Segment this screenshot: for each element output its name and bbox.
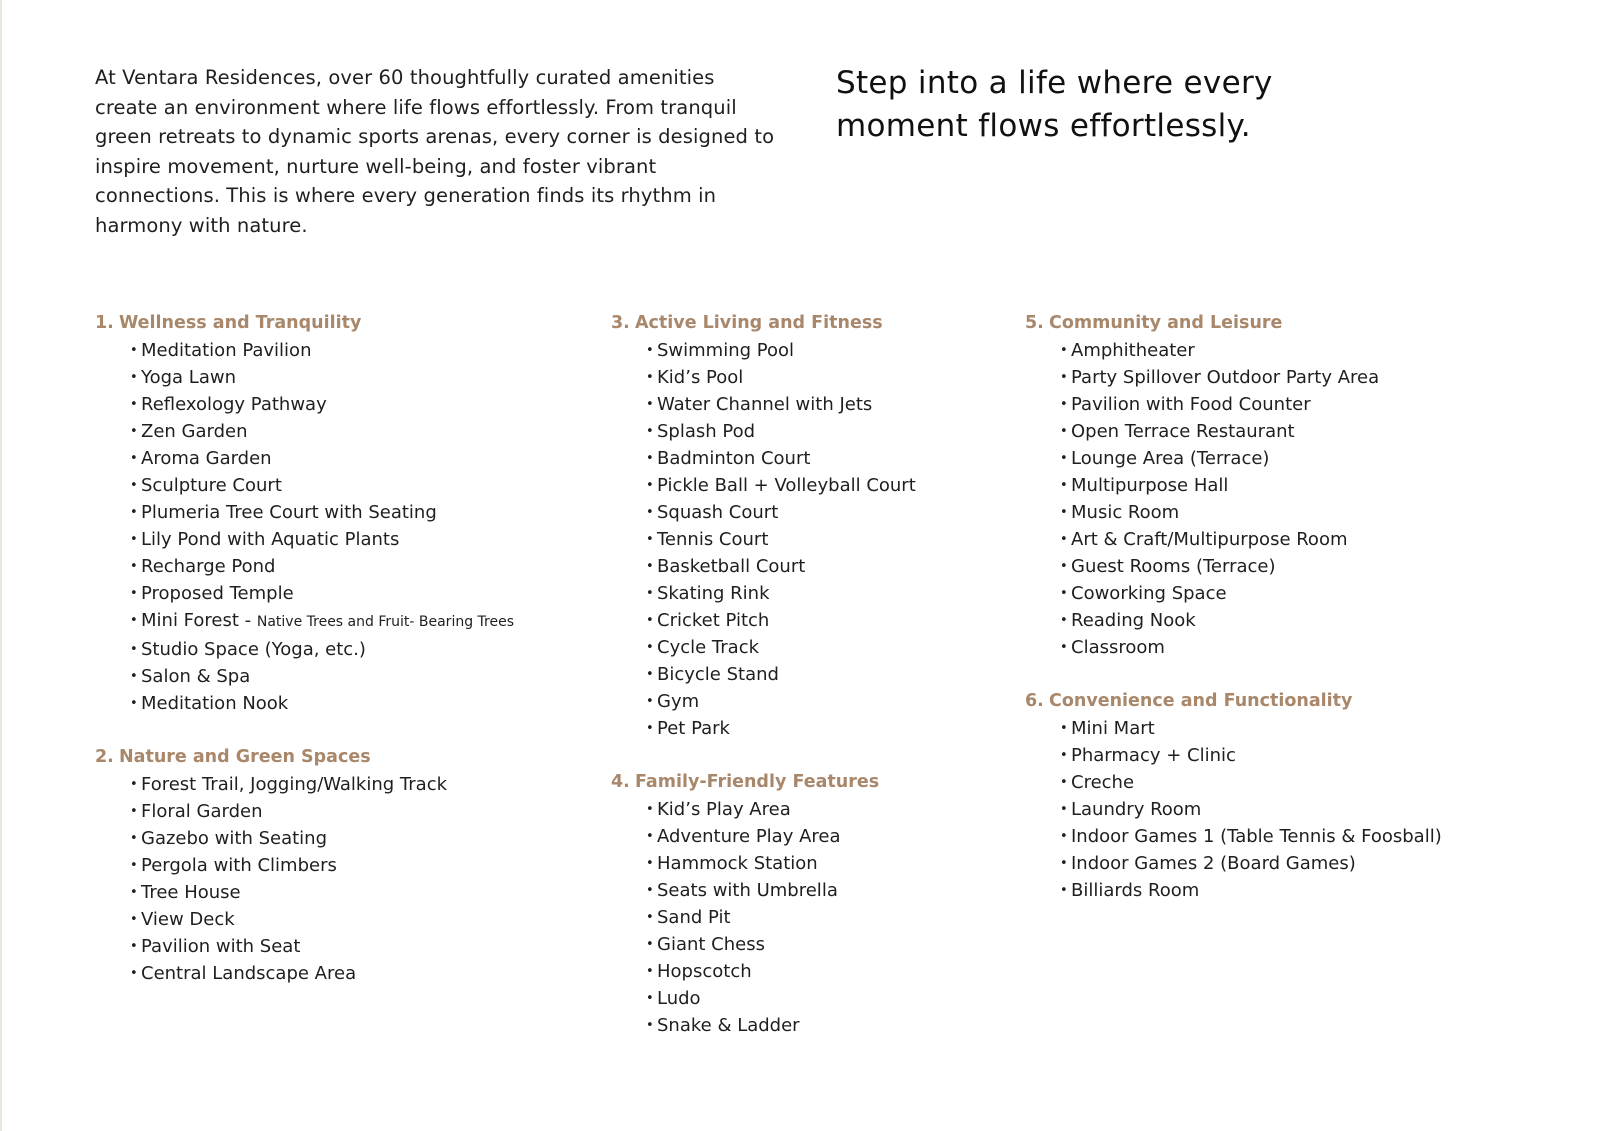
list-item: • Squash Court bbox=[646, 499, 1091, 526]
list-item: • Lily Pond with Aquatic Plants bbox=[130, 526, 575, 553]
amenity-list bbox=[95, 337, 575, 717]
page-edge bbox=[0, 0, 2, 1131]
list-item: • Plumeria Tree Court with Seating bbox=[130, 499, 575, 526]
list-item: • Guest Rooms (Terrace) bbox=[1060, 553, 1505, 580]
list-item: • Meditation Pavilion bbox=[130, 337, 575, 364]
list-item: • Amphitheater bbox=[1060, 337, 1505, 364]
list-item: • Seats with Umbrella bbox=[646, 877, 1091, 904]
list-item: • Lounge Area (Terrace) bbox=[1060, 445, 1505, 472]
list-item: • Water Channel with Jets bbox=[646, 391, 1091, 418]
list-item: • Badminton Court bbox=[646, 445, 1091, 472]
list-item: • Ludo bbox=[646, 985, 1091, 1012]
list-item: • Splash Pod bbox=[646, 418, 1091, 445]
list-item: • Snake & Ladder bbox=[646, 1012, 1091, 1039]
amenity-list bbox=[611, 796, 1091, 1039]
list-item: • Coworking Space bbox=[1060, 580, 1505, 607]
list-item: • Indoor Games 1 (Table Tennis & Foosball) bbox=[1060, 823, 1505, 850]
amenities-column-1 bbox=[95, 310, 575, 1014]
amenities-column-2 bbox=[611, 310, 1091, 1066]
section-heading bbox=[1025, 688, 1505, 715]
list-item: • Laundry Room bbox=[1060, 796, 1505, 823]
tagline-heading: Step into a life where every moment flows effortlessly. bbox=[836, 65, 1273, 144]
list-item: • Kid’s Pool bbox=[646, 364, 1091, 391]
list-item: • Zen Garden bbox=[130, 418, 575, 445]
section-wellness bbox=[95, 310, 575, 717]
list-item: • Music Room bbox=[1060, 499, 1505, 526]
item-label: Mini Forest - bbox=[141, 610, 252, 631]
section-number: 3. bbox=[611, 313, 630, 333]
list-item: • Meditation Nook bbox=[130, 690, 575, 717]
list-item: • Salon & Spa bbox=[130, 663, 575, 690]
list-item: • Hopscotch bbox=[646, 958, 1091, 985]
amenities-column-3 bbox=[1025, 310, 1505, 931]
list-item: • Pharmacy + Clinic bbox=[1060, 742, 1505, 769]
list-item: • Creche bbox=[1060, 769, 1505, 796]
list-item: • Floral Garden bbox=[130, 798, 575, 825]
section-number: 6. bbox=[1025, 691, 1044, 711]
list-item: • Mini Mart bbox=[1060, 715, 1505, 742]
list-item: • Reading Nook bbox=[1060, 607, 1505, 634]
list-item: • Aroma Garden bbox=[130, 445, 575, 472]
list-item: • Billiards Room bbox=[1060, 877, 1505, 904]
section-nature bbox=[95, 744, 575, 987]
section-title: Nature and Green Spaces bbox=[119, 747, 371, 767]
section-convenience bbox=[1025, 688, 1505, 904]
list-item: • Art & Craft/Multipurpose Room bbox=[1060, 526, 1505, 553]
section-number: 1. bbox=[95, 313, 114, 333]
list-item: • Sculpture Court bbox=[130, 472, 575, 499]
list-item: • Reflexology Pathway bbox=[130, 391, 575, 418]
item-note: Native Trees and Fruit- Bearing Trees bbox=[256, 614, 514, 630]
section-heading bbox=[95, 744, 575, 771]
list-item: • Multipurpose Hall bbox=[1060, 472, 1505, 499]
list-item: • Forest Trail, Jogging/Walking Track bbox=[130, 771, 575, 798]
section-active-living bbox=[611, 310, 1091, 742]
list-item: • Skating Rink bbox=[646, 580, 1091, 607]
list-item: • Basketball Court bbox=[646, 553, 1091, 580]
intro-paragraph: At Ventara Residences, over 60 thoughtfully curated amenities create an environment where life flows effortlessly. From tranquil green retreats to dynamic sports arenas, every corner is designed to inspire movement, nurture well-being, and foster vibrant connections. This is where every generation finds its rhythm in harmony with nature. bbox=[95, 66, 775, 237]
section-heading bbox=[611, 769, 1091, 796]
list-item: • Cricket Pitch bbox=[646, 607, 1091, 634]
section-heading bbox=[611, 310, 1091, 337]
amenity-list bbox=[1025, 337, 1505, 661]
list-item: • Swimming Pool bbox=[646, 337, 1091, 364]
amenity-list bbox=[95, 771, 575, 987]
section-title: Family-Friendly Features bbox=[635, 772, 880, 792]
list-item: • Pickle Ball + Volleyball Court bbox=[646, 472, 1091, 499]
list-item: • Proposed Temple bbox=[130, 580, 575, 607]
list-item: • Recharge Pond bbox=[130, 553, 575, 580]
section-heading bbox=[95, 310, 575, 337]
list-item: • Gazebo with Seating bbox=[130, 825, 575, 852]
list-item: • Tree House bbox=[130, 879, 575, 906]
list-item: • View Deck bbox=[130, 906, 575, 933]
section-heading bbox=[1025, 310, 1505, 337]
list-item: • Yoga Lawn bbox=[130, 364, 575, 391]
section-family-friendly bbox=[611, 769, 1091, 1039]
list-item: • Pavilion with Food Counter bbox=[1060, 391, 1505, 418]
section-title: Community and Leisure bbox=[1049, 313, 1283, 333]
list-item: • Classroom bbox=[1060, 634, 1505, 661]
list-item: • Pergola with Climbers bbox=[130, 852, 575, 879]
list-item: • Tennis Court bbox=[646, 526, 1091, 553]
list-item: • Indoor Games 2 (Board Games) bbox=[1060, 850, 1505, 877]
section-number: 5. bbox=[1025, 313, 1044, 333]
list-item: • Hammock Station bbox=[646, 850, 1091, 877]
section-community bbox=[1025, 310, 1505, 661]
list-item bbox=[130, 607, 575, 636]
list-item: • Adventure Play Area bbox=[646, 823, 1091, 850]
list-item: • Cycle Track bbox=[646, 634, 1091, 661]
section-title: Active Living and Fitness bbox=[635, 313, 883, 333]
list-item: • Kid’s Play Area bbox=[646, 796, 1091, 823]
amenity-list bbox=[1025, 715, 1505, 904]
list-item: • Studio Space (Yoga, etc.) bbox=[130, 636, 575, 663]
list-item: • Gym bbox=[646, 688, 1091, 715]
list-item: • Central Landscape Area bbox=[130, 960, 575, 987]
list-item: • Bicycle Stand bbox=[646, 661, 1091, 688]
section-title: Wellness and Tranquility bbox=[119, 313, 362, 333]
list-item: • Open Terrace Restaurant bbox=[1060, 418, 1505, 445]
amenity-list bbox=[611, 337, 1091, 742]
list-item: • Party Spillover Outdoor Party Area bbox=[1060, 364, 1505, 391]
list-item: • Sand Pit bbox=[646, 904, 1091, 931]
section-number: 2. bbox=[95, 747, 114, 767]
section-title: Convenience and Functionality bbox=[1049, 691, 1353, 711]
list-item: • Giant Chess bbox=[646, 931, 1091, 958]
list-item: • Pavilion with Seat bbox=[130, 933, 575, 960]
section-number: 4. bbox=[611, 772, 630, 792]
list-item: • Pet Park bbox=[646, 715, 1091, 742]
